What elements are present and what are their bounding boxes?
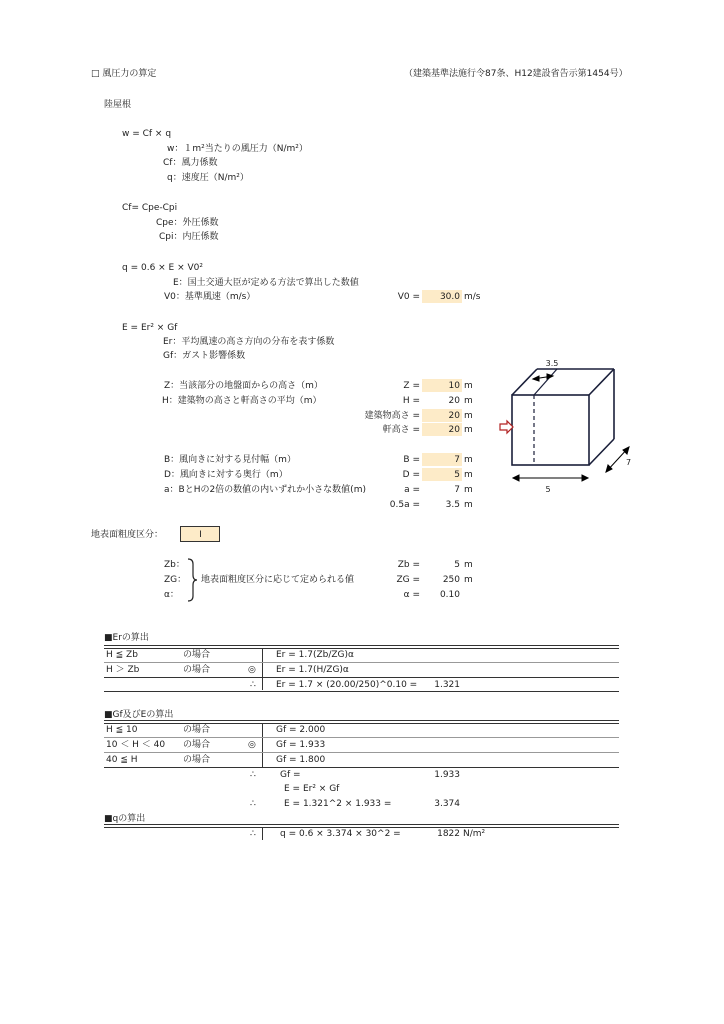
er-row2-formula: Er = 1.7(H/ZG)α xyxy=(276,665,349,675)
q-description: q：速度圧（N/m²） xyxy=(167,173,249,183)
gf-table-top-rule xyxy=(104,720,619,724)
er-description: Er：平均風速の高さ方向の分布を表す係数 xyxy=(163,337,335,347)
building-height-label: 建築物高さ = xyxy=(364,411,420,421)
er-result-value: 1.321 xyxy=(434,680,460,690)
er-row2-selected-mark: ◎ xyxy=(248,665,256,675)
a-description: a：BとHの2倍の数値の内いずれか小さな数値(m) xyxy=(164,485,366,495)
q-therefore-mark: ∴ xyxy=(250,829,256,839)
z-unit: m xyxy=(464,381,473,391)
gf-row1-case: の場合 xyxy=(183,725,211,735)
gf-result-value: 1.933 xyxy=(434,770,460,780)
bottom-dimension-label: 5 xyxy=(545,485,551,494)
page-title: □ 風圧力の算定 xyxy=(91,69,157,79)
zg-unit: m xyxy=(464,575,473,585)
er-row1-condition: H ≦ Zb xyxy=(106,650,138,660)
w-description: w：１m²当たりの風圧力（N/m²） xyxy=(167,144,308,154)
roughness-description: 地表面粗度区分に応じて定められる値 xyxy=(201,575,355,585)
right-dimension-label: 7 xyxy=(626,458,632,467)
cf-formula: Cf= Cpe-Cpi xyxy=(122,203,178,213)
gf-row2-selected-mark: ◎ xyxy=(248,740,256,750)
half-a-value: 3.5 xyxy=(445,500,460,510)
er-table-divider xyxy=(262,648,263,690)
zb-unit: m xyxy=(464,560,473,570)
zb-symbol: Zb： xyxy=(164,560,185,570)
gf-therefore-mark: ∴ xyxy=(250,770,256,780)
gf-result-label: Gf = xyxy=(280,770,301,780)
v0-unit: m/s xyxy=(464,292,481,302)
zg-symbol: ZG： xyxy=(164,575,187,585)
zg-label: ZG = xyxy=(396,575,420,585)
q-table-divider xyxy=(262,827,263,840)
roughness-value[interactable]: Ⅰ xyxy=(199,530,202,540)
q-result-value: 1822 xyxy=(437,829,460,839)
gf-section-title: ■Gf及びEの算出 xyxy=(104,710,174,720)
v0-value[interactable]: 30.0 xyxy=(439,292,460,302)
b-value[interactable]: 7 xyxy=(454,455,460,465)
e-calculation: E = 1.321^2 × 1.933 = xyxy=(284,799,392,809)
half-a-label: 0.5a = xyxy=(389,500,420,510)
er-result-formula: Er = 1.7 × (20.00/250)^0.10 = xyxy=(276,680,418,690)
legal-reference: （建築基準法施行令87条、H12建設省告示第1454号） xyxy=(404,69,628,79)
b-description: B：風向きに対する見付幅（m） xyxy=(164,455,296,465)
er-row1-case: の場合 xyxy=(183,650,211,660)
half-a-unit: m xyxy=(464,500,473,510)
e-result-value: 3.374 xyxy=(434,799,460,809)
h-value: 20 xyxy=(448,396,460,406)
gf-row2-condition: 10 ＜ H ＜ 40 xyxy=(106,740,166,750)
a-value: 7 xyxy=(454,485,460,495)
cf-description: Cf：風力係数 xyxy=(163,158,218,168)
z-label: Z = xyxy=(403,381,420,391)
h-description: H：建築物の高さと軒高さの平均（m） xyxy=(162,396,322,406)
er-row2-case: の場合 xyxy=(183,665,211,675)
top-dimension-label: 3.5 xyxy=(545,359,559,368)
cpe-description: Cpe：外圧係数 xyxy=(156,218,219,228)
building-front-face xyxy=(512,395,589,465)
v0-description: V0：基準風速（m/s） xyxy=(164,292,256,302)
d-value[interactable]: 5 xyxy=(454,470,460,480)
eave-height-unit: m xyxy=(464,425,473,435)
curly-brace-icon xyxy=(186,558,198,602)
cpi-description: Cpi：内圧係数 xyxy=(159,232,219,242)
q-calculation: q = 0.6 × 3.374 × 30^2 = xyxy=(280,829,401,839)
zb-label: Zb = xyxy=(397,560,420,570)
alpha-symbol: α： xyxy=(164,590,179,600)
er-row2-condition: H ＞ Zb xyxy=(106,665,140,675)
eave-height-value[interactable]: 20 xyxy=(448,425,460,435)
gf-row1-condition: H ≦ 10 xyxy=(106,725,138,735)
wind-arrow-icon xyxy=(500,421,513,433)
b-unit: m xyxy=(464,455,473,465)
d-unit: m xyxy=(464,470,473,480)
gf-row3-case: の場合 xyxy=(183,755,211,765)
d-description: D：風向きに対する奥行（m） xyxy=(164,470,288,480)
gf-table-divider xyxy=(262,723,263,768)
a-unit: m xyxy=(464,485,473,495)
gf-description: Gf：ガスト影響係数 xyxy=(163,351,246,361)
building-diagram xyxy=(495,352,635,497)
eave-height-label: 軒高さ = xyxy=(382,425,420,435)
z-description: Z：当該部分の地盤面からの高さ（m） xyxy=(164,381,323,391)
v0-label: V0 = xyxy=(397,292,420,302)
h-unit: m xyxy=(464,396,473,406)
e-therefore-mark: ∴ xyxy=(250,799,256,809)
zg-value: 250 xyxy=(442,575,460,585)
roughness-label: 地表面粗度区分： xyxy=(91,530,164,540)
z-value[interactable]: 10 xyxy=(448,381,460,391)
zb-value: 5 xyxy=(454,560,460,570)
roof-type: 陸屋根 xyxy=(104,100,132,110)
gf-row3-condition: 40 ≦ H xyxy=(106,755,138,765)
alpha-value: 0.10 xyxy=(439,590,460,600)
gf-row2-formula: Gf = 1.933 xyxy=(276,740,326,750)
w-formula: w = Cf × q xyxy=(122,129,172,139)
q-formula: q = 0.6 × E × V0² xyxy=(122,263,203,273)
d-label: D = xyxy=(402,470,420,480)
e-formula: E = Er² × Gf xyxy=(122,323,178,333)
gf-row1-formula: Gf = 2.000 xyxy=(276,725,326,735)
er-row1-formula: Er = 1.7(Zb/ZG)α xyxy=(276,650,354,660)
b-label: B = xyxy=(403,455,420,465)
alpha-label: α = xyxy=(403,590,420,600)
q-result-unit: N/m² xyxy=(463,829,486,839)
e-general-formula: E = Er² × Gf xyxy=(284,784,340,794)
building-height-unit: m xyxy=(464,411,473,421)
a-label: a = xyxy=(404,485,420,495)
gf-row2-case: の場合 xyxy=(183,740,211,750)
e-description: E：国土交通大臣が定める方法で算出した数値 xyxy=(173,278,359,288)
er-therefore-mark: ∴ xyxy=(250,680,256,690)
q-section-title: ■qの算出 xyxy=(104,814,146,824)
building-height-value[interactable]: 20 xyxy=(448,411,460,421)
er-section-title: ■Erの算出 xyxy=(104,633,149,643)
er-table-top-rule xyxy=(104,645,619,649)
gf-row3-formula: Gf = 1.800 xyxy=(276,755,326,765)
h-label: H = xyxy=(402,396,420,406)
